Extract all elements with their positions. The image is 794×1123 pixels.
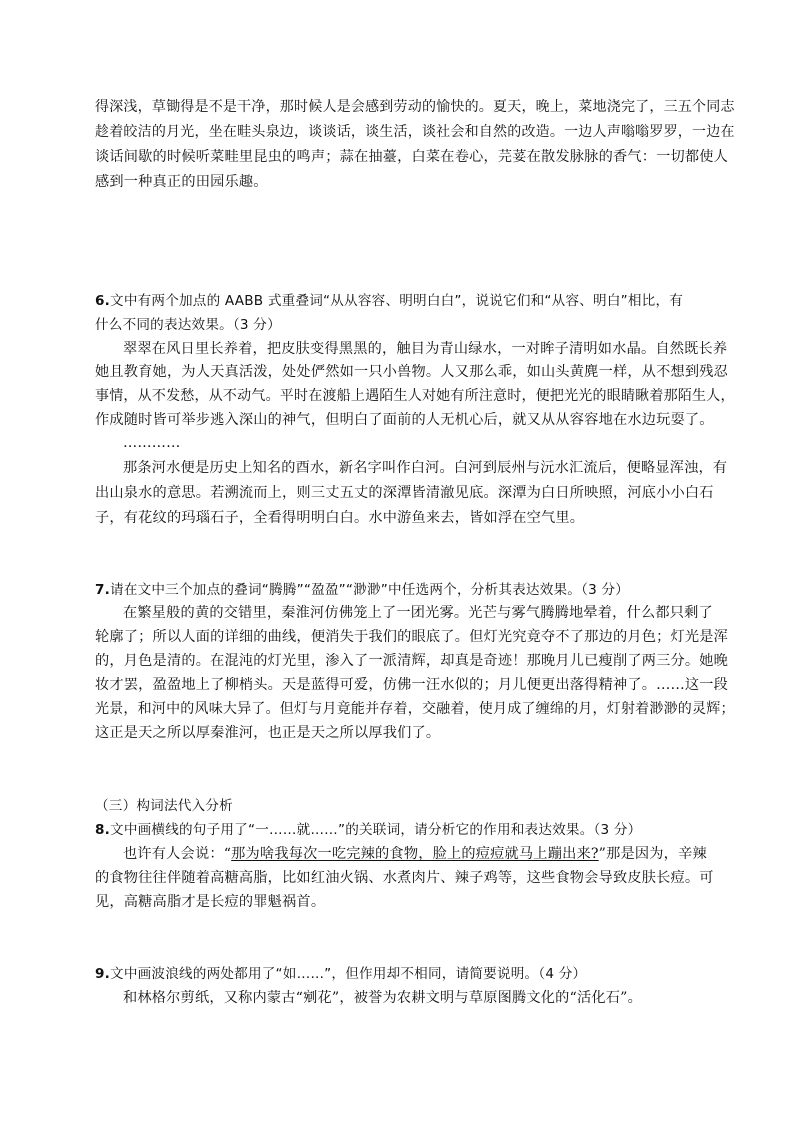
passage-line: 轮廓了；所以人面的详细的曲线，便消失于我们的眼底了。但灯光究竟夺不了那边的月色；灯光是浑: [95, 629, 729, 645]
passage-line: 见，高糖高脂才是长痘的罪魁祸首。: [95, 894, 326, 910]
passage-line: 作成随时皆可举步逃入深山的神气，但明白了面前的人无机心后，就又从从容容地在水边玩耍了。: [95, 412, 714, 428]
question-text: 文中画横线的句子用了“一……就……”的关联词，请分析它的作用和表达效果。（3 分）: [110, 822, 642, 838]
question-8: [95, 820, 641, 840]
question-number: 6.: [95, 293, 111, 309]
passage-line: 出山泉水的意思。若溯流而上，则三丈五丈的深潭皆清澈见底。深潭为白日所映照，河底小小白石: [95, 485, 714, 501]
passage-line: 子，有花纹的玛瑙石子，全看得明明白白。水中游鱼来去，皆如浮在空气里。: [95, 510, 585, 526]
passage-line: 感到一种真正的田园乐趣。: [95, 174, 268, 190]
passage-line: 那条河水便是历史上知名的酉水，新名字叫作白河。白河到辰州与沅水汇流后，便略显浑浊，有: [123, 460, 728, 476]
section-heading: （三）构词法代入分析: [95, 798, 233, 814]
question-7: [95, 580, 629, 600]
passage-line: 谈话间歇的时候听菜畦里昆虫的鸣声；蒜在抽薹，白菜在卷心，芫荽在散发脉脉的香气：一切都使人: [95, 149, 729, 165]
question-text: 请在文中三个加点的叠词“腾腾”“盈盈”“渺渺”中任选两个，分析其表达效果。（3 分）: [110, 582, 630, 598]
question-number: 8.: [95, 822, 111, 838]
underlined-sentence: 那为啥我每次一吃完辣的食物，脸上的痘痘就马上蹦出来?: [231, 846, 599, 862]
passage-line: 在繁星般的黄的交错里，秦淮河仿佛笼上了一团光雾。光芒与雾气腾腾地晕着，什么都只剩了: [123, 605, 713, 621]
question-6-line2: 什么不同的表达效果。（3 分）: [95, 317, 281, 333]
question-9: [95, 964, 586, 984]
question-number: 9.: [95, 966, 111, 982]
passage-line: 趁着皎洁的月光，坐在畦头泉边，谈谈话，谈生活，谈社会和自然的改造。一边人声嗡嗡罗罗，一边在: [95, 124, 735, 140]
passage-line: 的食物往往伴随着高糖高脂，比如红油火锅、水煮肉片、辣子鸡等，这些食物会导致皮肤长痘。可: [95, 870, 714, 886]
passage-line: 这正是天之所以厚秦淮河，也正是天之所以厚我们了。: [95, 725, 441, 741]
passage-line: 她且教育她，为人天真活泼，处处俨然如一只小兽物。人又那么乖，如山头黄麂一样，从不想到残忍: [95, 364, 729, 380]
passage-line: 翠翠在风日里长养着，把皮肤变得黑黑的，触目为青山绿水，一对眸子清明如水晶。自然既长养: [123, 341, 728, 357]
ellipsis: …………: [123, 435, 181, 451]
passage-line: 妆才罢，盈盈地上了柳梢头。天是蓝得可爱，仿佛一汪水似的；月儿便更出落得精神了。……这一段: [95, 677, 729, 693]
passage-line: 得深浅，草锄得是不是干净，那时候人是会感到劳动的愉快的。夏天，晚上，菜地浇完了，三五个同志: [95, 99, 735, 115]
question-text: 文中有两个加点的 AABB 式重叠词“从从容容、明明白白”，说说它们和“从容、明白”相比，有: [110, 293, 684, 309]
passage-line: 也许有人会说：“那为啥我每次一吃完辣的食物，脸上的痘痘就马上蹦出来?”那是因为，辛辣: [123, 846, 707, 862]
question-number: 7.: [95, 582, 111, 598]
passage-line: 光景，和河中的风味大异了。但灯与月竟能并存着，交融着，使月成了缠绵的月，灯射着渺渺的灵辉；: [95, 701, 735, 717]
passage-line: 的，月色是清的。在混沌的灯光里，渗入了一派清辉，却真是奇迹！那晚月儿已瘦削了两三分。她晚: [95, 653, 729, 669]
question-6: [95, 291, 683, 311]
question-text: 文中画波浪线的两处都用了“如……”，但作用却不相同，请简要说明。（4 分）: [110, 966, 587, 982]
passage-line: 事情，从不发愁，从不动气。平时在渡船上遇陌生人对她有所注意时，便把光光的眼睛瞅着那陌生人，: [95, 388, 735, 404]
passage-line: 和林格尔剪纸，又称内蒙古“剜花”，被誉为农耕文明与草原图腾文化的“活化石”。: [123, 990, 642, 1006]
